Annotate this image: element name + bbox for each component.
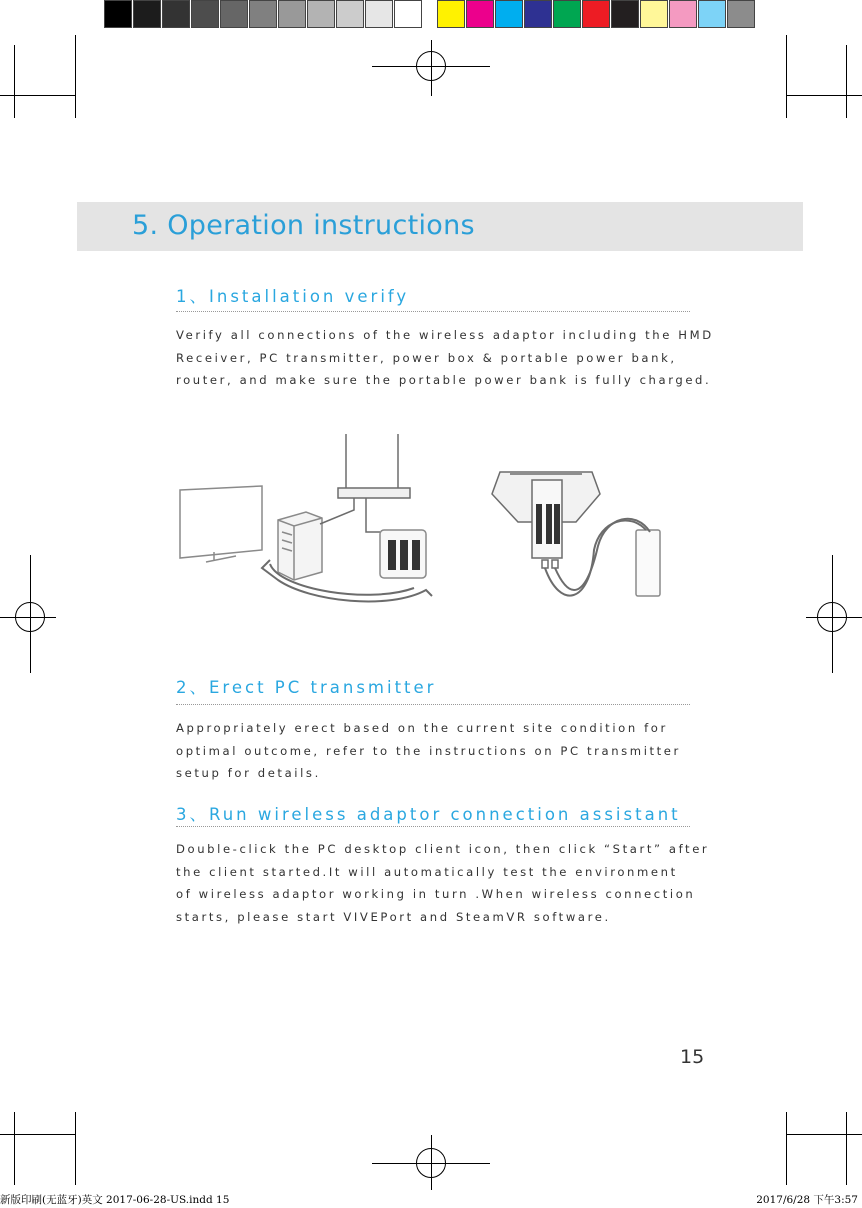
color-swatch — [553, 0, 581, 28]
step-2-line: setup for details. — [176, 766, 321, 780]
step-3-heading: 3、Run wireless adaptor connection assistant — [176, 805, 681, 824]
step-1-body — [176, 324, 714, 392]
color-swatch — [727, 0, 755, 28]
page-number: 15 — [680, 1046, 705, 1068]
color-swatch — [669, 0, 697, 28]
step-2-body — [176, 717, 696, 785]
gray-swatch — [104, 0, 132, 28]
section-title: 5. Operation instructions — [132, 210, 475, 241]
gray-swatch — [133, 0, 161, 28]
gray-swatch — [249, 0, 277, 28]
monitor — [180, 486, 262, 562]
step-3-divider — [176, 826, 690, 827]
step-1-line: Verify all connections of the wireless adaptor including the HMD — [176, 328, 714, 342]
color-swatch — [582, 0, 610, 28]
step-3-line: of wireless adaptor working in turn .When wireless connection — [176, 887, 696, 901]
gray-swatch — [278, 0, 306, 28]
color-swatch — [495, 0, 523, 28]
hmd-receiver — [532, 480, 562, 568]
step-3-body — [176, 838, 710, 928]
step-3-line: Double-click the PC desktop client icon, then click “Start” after — [176, 842, 710, 856]
gray-swatch — [365, 0, 393, 28]
pc-transmitter — [380, 530, 426, 578]
gray-swatch — [220, 0, 248, 28]
power-bank — [636, 530, 660, 596]
step-2-line: optimal outcome, refer to the instructions on PC transmitter — [176, 743, 681, 758]
step-2-divider — [176, 704, 690, 705]
step-2-line: Appropriately erect based on the current site condition for — [176, 721, 668, 735]
color-swatch — [640, 0, 668, 28]
print-slug-date: 2017/6/28 下午3:57 — [756, 1194, 858, 1206]
gray-swatch — [162, 0, 190, 28]
gray-swatch — [191, 0, 219, 28]
step-1-heading: 1、Installation verify — [176, 287, 410, 306]
gray-swatch — [394, 0, 422, 28]
gray-swatch — [307, 0, 335, 28]
step-1-line: router, and make sure the portable power bank is fully charged. — [176, 373, 712, 387]
color-swatch — [437, 0, 465, 28]
color-calibration-bar — [437, 0, 756, 32]
color-swatch — [698, 0, 726, 28]
step-1-line: Receiver, PC transmitter, power box & portable power bank, — [176, 350, 677, 365]
gray-calibration-bar — [104, 0, 423, 32]
step-3-line: the client started.It will automatically test the environment — [176, 864, 678, 879]
color-swatch — [611, 0, 639, 28]
gray-swatch — [336, 0, 364, 28]
step-3-line: starts, please start VIVEPort and SteamVR software. — [176, 909, 611, 924]
color-swatch — [524, 0, 552, 28]
color-swatch — [466, 0, 494, 28]
connection-illustration — [170, 420, 690, 620]
print-slug-file: 新版印刷(无蓝牙)英文 2017-06-28-US.indd 15 — [0, 1194, 230, 1206]
step-1-divider — [176, 311, 690, 312]
step-2-heading: 2、Erect PC transmitter — [176, 678, 437, 697]
wireless-router — [320, 434, 410, 532]
section-banner — [77, 202, 803, 251]
pc-tower — [278, 512, 322, 580]
